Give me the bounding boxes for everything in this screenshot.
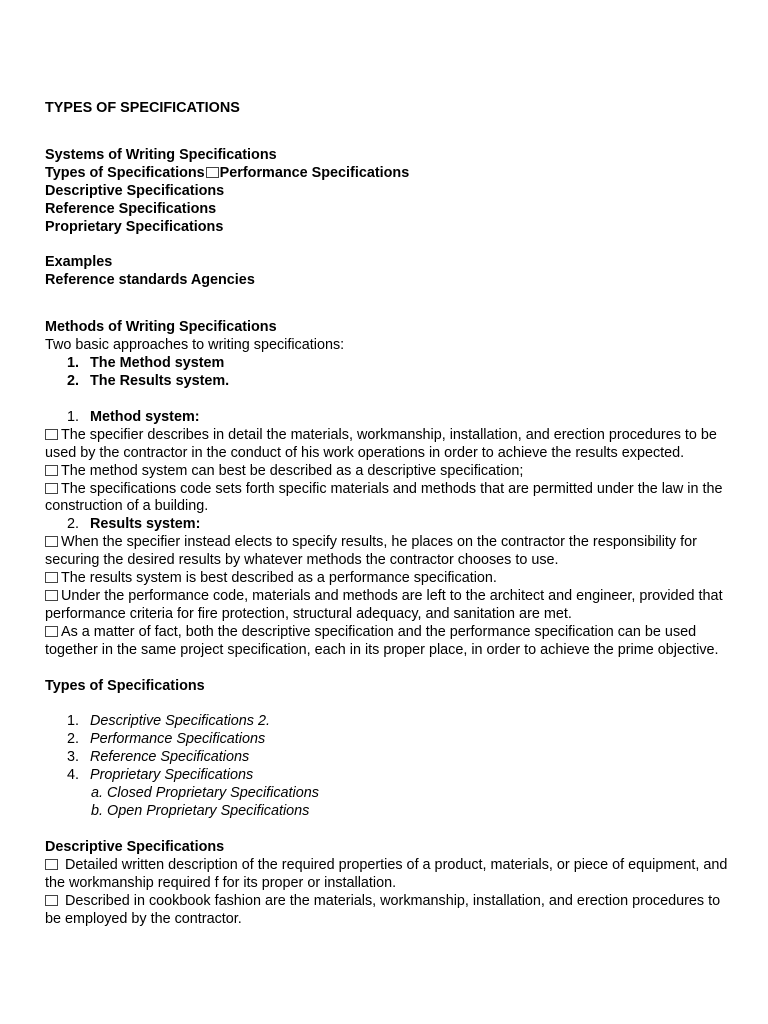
document-body [45,100,735,928]
list-number: 4. [67,767,80,784]
list-number: 2. [67,372,80,389]
method-system-heading [45,409,735,427]
bullet-glyph-icon [45,895,58,906]
methods-list-item [67,355,735,373]
bullet-glyph-icon [45,859,58,870]
outline-descriptive: Descriptive Specifications [45,182,225,199]
list-number: 1. [67,408,80,425]
outline-proprietary: Proprietary Specifications [45,218,224,235]
types-sublist-item: a. Closed Proprietary Specifications [91,785,319,802]
bullet-glyph-icon [45,483,58,494]
bullet-text: The specifications code sets forth specific materials and methods that are permitted under the law in the construction of a building. [45,480,723,515]
descriptive-bullet [45,857,735,893]
results-bullet [45,624,735,660]
bullet-text: Detailed written description of the required properties of a product, materials, or piece of equipment, and the workmanship required f for its proper or installation. [45,856,728,891]
bullet-glyph-icon [45,590,58,601]
bullet-glyph-icon [45,626,58,637]
types-heading: Types of Specifications [45,677,205,694]
bullet-glyph-icon [45,572,58,583]
list-number: 2. [67,516,80,533]
descriptive-heading: Descriptive Specifications [45,838,225,855]
bullet-text: Under the performance code, materials and methods are left to the architect and engineer, provided that performance criteria for fire protection, structural adequacy, and sanitation are met. [45,587,723,622]
types-list-item [67,713,735,731]
bullet-text: When the specifier instead elects to specify results, he places on the contractor the responsibility for securing the desired results by whatever methods the contractor chooses to use. [45,534,697,569]
list-text: Performance Specifications [90,731,266,748]
list-text: The Method system [90,355,225,372]
list-text: The Results system. [90,372,230,389]
methods-intro: Two basic approaches to writing specifications: [45,337,345,354]
list-text: Reference Specifications [90,749,250,766]
outline-types [45,165,735,183]
method-bullet [45,463,735,481]
bullet-text: The specifier describes in detail the materials, workmanship, installation, and erection procedures to be used by the contractor in the conduct of his work operations in order to achieve the results expected. [45,426,717,461]
results-system-heading [45,516,735,534]
list-text: Descriptive Specifications 2. [90,713,270,730]
types-sublist [45,785,735,821]
results-bullet [45,588,735,624]
methods-list-item [67,373,735,391]
bullet-text: The results system is best described as a performance specification. [61,570,497,587]
bullet-glyph-icon [45,465,58,476]
results-bullet [45,534,735,570]
bullet-text: As a matter of fact, both the descriptive specification and the performance specification can be used together in the same project specification, each in its proper place, in order to achieve the prime objective. [45,623,719,658]
outline-examples: Examples [45,254,113,271]
document-title: TYPES OF SPECIFICATIONS [45,100,240,116]
outline-performance-label: Performance Specifications [219,164,410,181]
section-heading: Method system: [90,408,200,425]
bullet-text: The method system can best be described as a descriptive specification; [61,462,524,479]
list-number: 2. [67,731,80,748]
methods-list [45,355,735,391]
types-list [45,713,735,785]
types-sublist-item: b. Open Proprietary Specifications [91,803,310,819]
bullet-text: Described in cookbook fashion are the materials, workmanship, installation, and erection procedures to be employed by the contractor. [45,892,721,927]
descriptive-bullet [45,893,735,929]
method-bullet [45,427,735,463]
method-bullet [45,481,735,517]
section-heading: Results system: [90,516,201,533]
results-bullet [45,570,735,588]
outline-agencies: Reference standards Agencies [45,272,255,289]
list-number: 3. [67,749,80,766]
bullet-glyph-icon [45,429,58,440]
outline-systems: Systems of Writing Specifications [45,146,277,163]
outline-types-label: Types of Specifications [45,164,205,181]
types-list-item [67,731,735,749]
list-number: 1. [67,355,80,372]
list-text: Proprietary Specifications [90,767,254,784]
methods-heading: Methods of Writing Specifications [45,319,277,336]
outline-reference: Reference Specifications [45,200,217,217]
bullet-glyph-icon [45,536,58,547]
placeholder-glyph-icon [206,167,219,178]
types-list-item [67,767,735,785]
list-number: 1. [67,713,80,730]
types-list-item [67,749,735,767]
